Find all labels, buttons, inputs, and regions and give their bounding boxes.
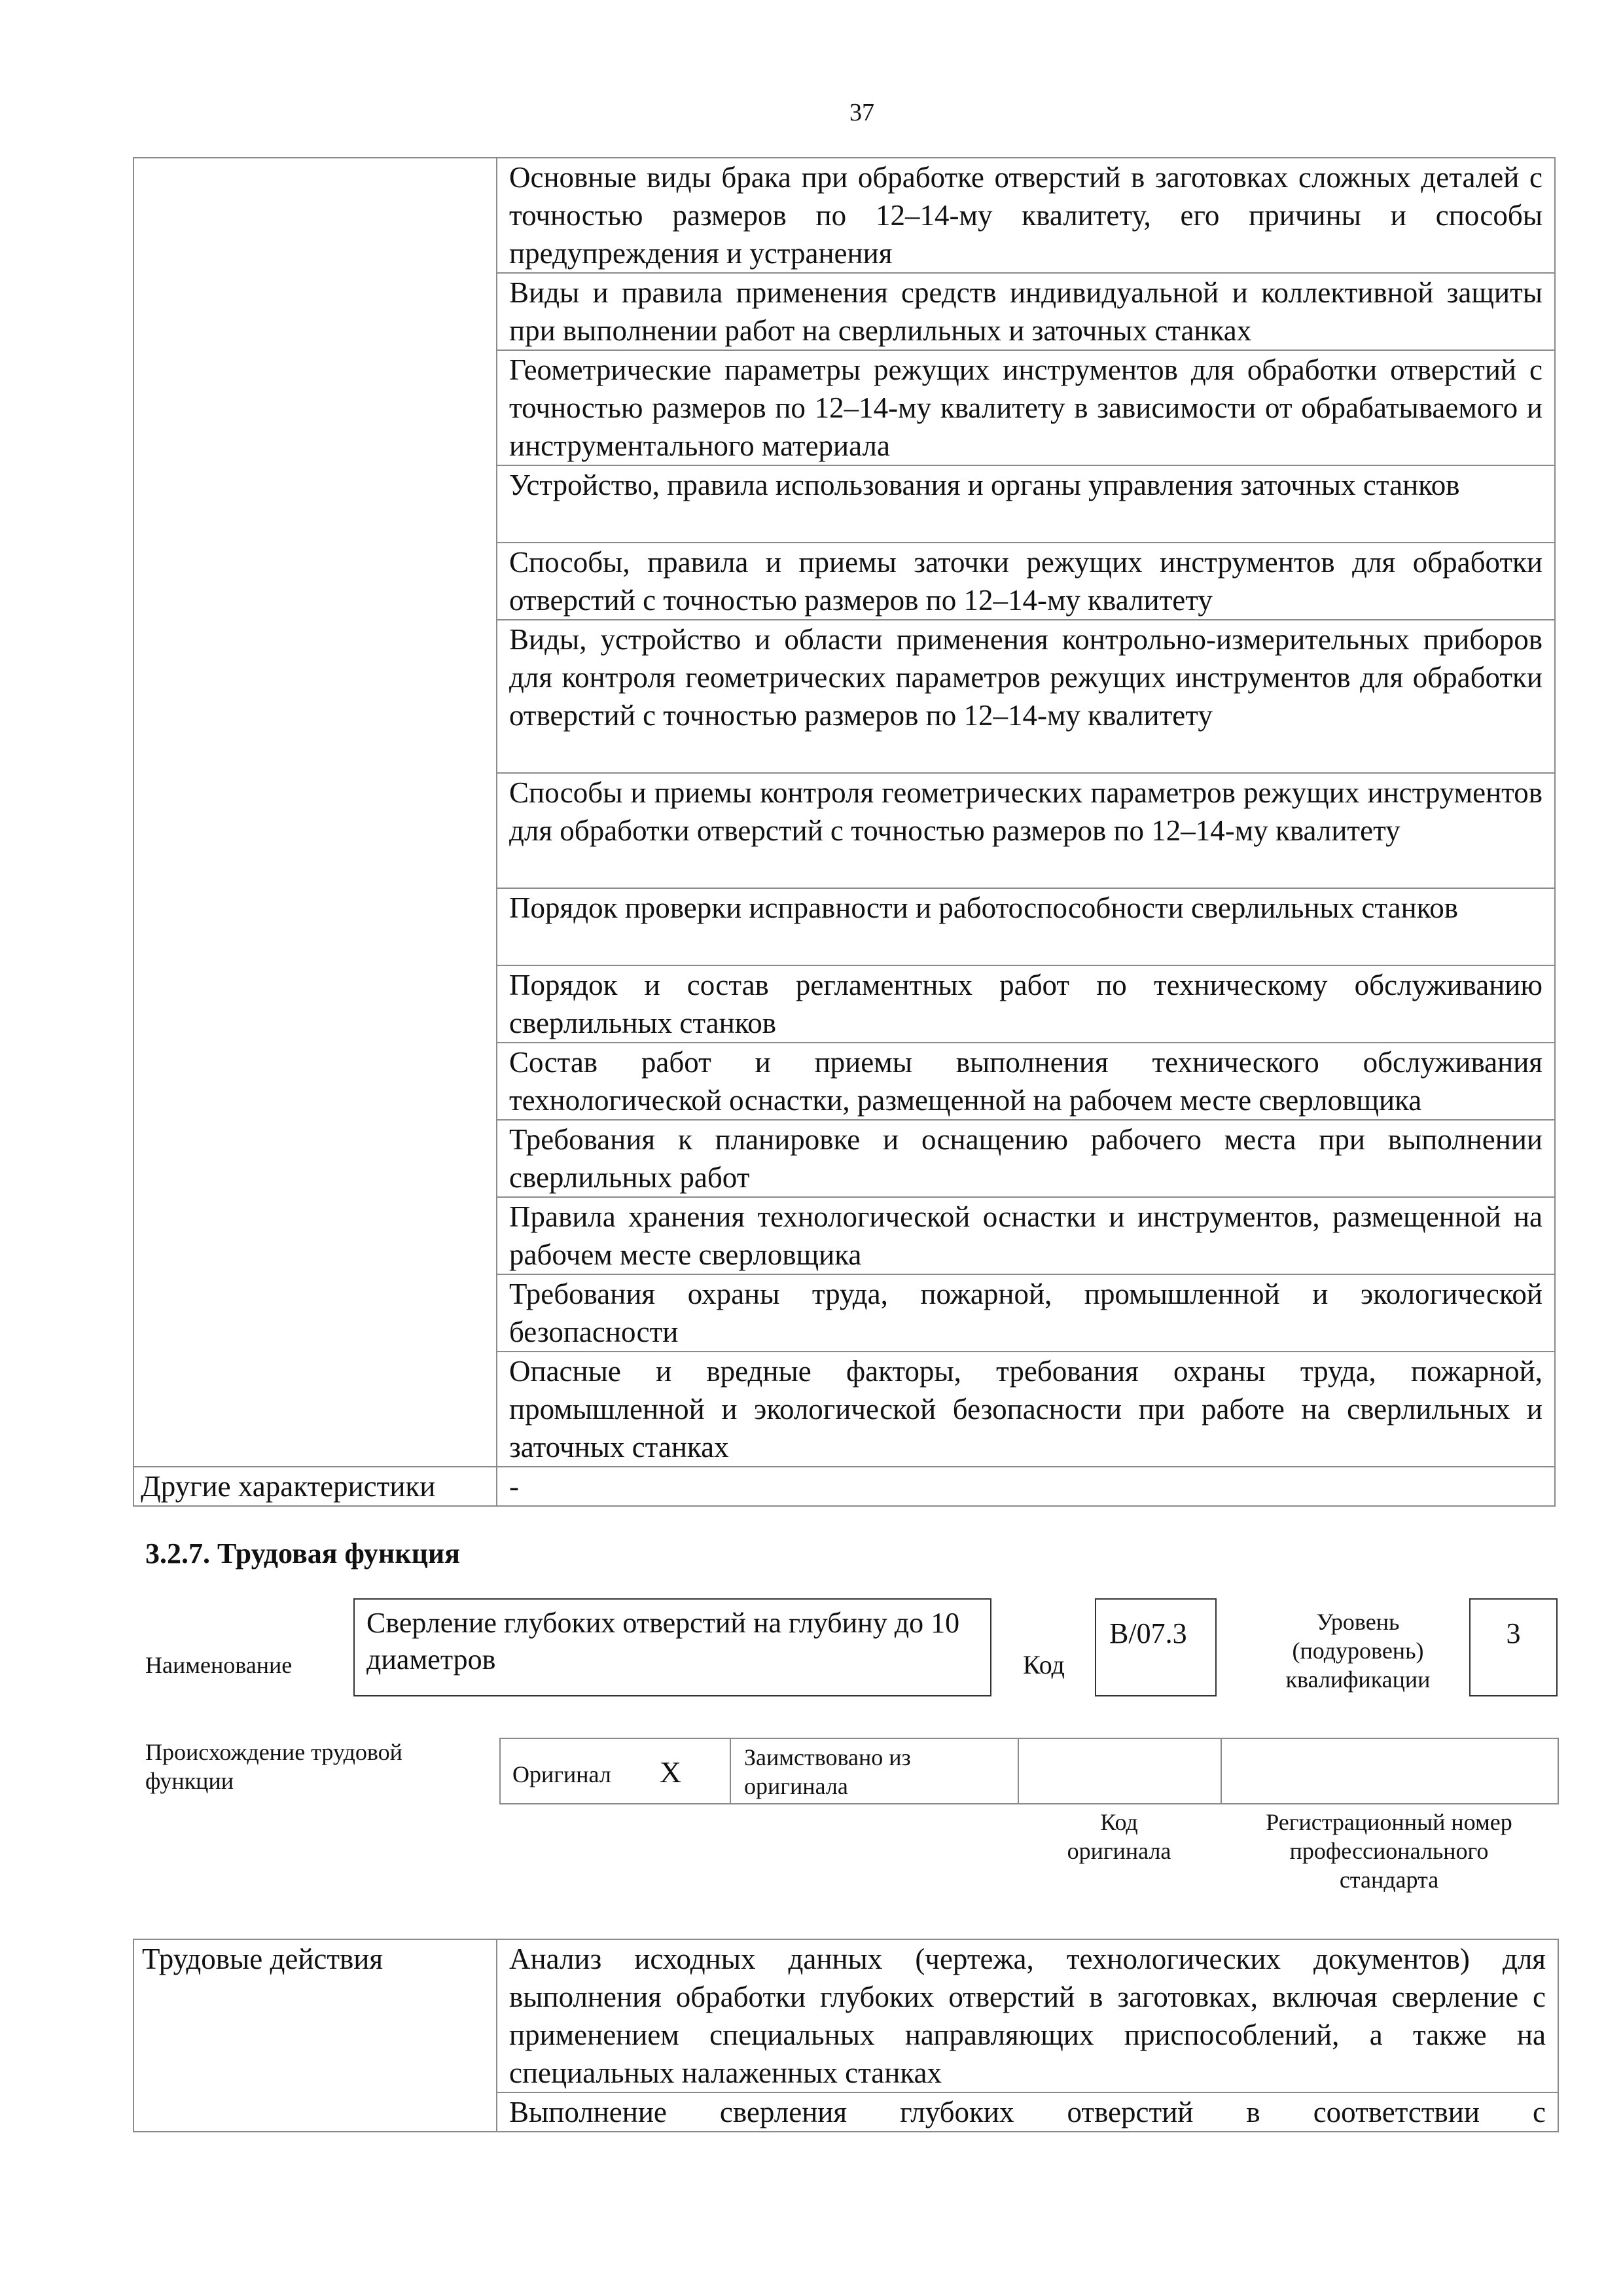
original-mark: X (659, 1755, 682, 1789)
registration-caption (1221, 1808, 1558, 1894)
origin-table (499, 1738, 1559, 1804)
origin-code-caption (1018, 1808, 1221, 1865)
table-cell: Порядок и состав регламентных работ по техническому обслуживанию сверлильных станков (497, 965, 1555, 1043)
labor-actions-label: Трудовые действия (134, 1939, 497, 2132)
borrowed-cell (730, 1738, 1018, 1804)
origin-label-line: функции (145, 1768, 234, 1794)
function-code-box: B/07.3 (1095, 1598, 1217, 1696)
table-cell: Анализ исходных данных (чертежа, технологических документов) для выполнения обработки глубоких отверстий в заготовках, включая сверление с применением специальных направляющих приспособлений, а также на специальных налаженных станках (497, 1939, 1558, 2092)
page-number: 37 (849, 99, 874, 126)
other-characteristics-label: Другие характеристики (134, 1467, 497, 1506)
level-label (1270, 1607, 1446, 1694)
table-row (134, 1467, 1555, 1506)
original-label: Оригинал (512, 1761, 611, 1787)
table-row (134, 1939, 1558, 2092)
table-cell: Способы и приемы контроля геометрических параметров режущих инструментов для обработки отверстий с точностью размеров по 12–14-му квалитету (497, 773, 1555, 888)
level-label-line: квалификации (1285, 1666, 1431, 1693)
table-cell: Состав работ и приемы выполнения технического обслуживания технологической оснастки, размещенной на рабочем месте сверловщика (497, 1043, 1555, 1120)
name-label: Наименование (145, 1652, 293, 1678)
table-cell: Требования к планировке и оснащению рабочего места при выполнении сверлильных работ (497, 1120, 1555, 1197)
caption-line: Регистрационный номер (1266, 1809, 1512, 1835)
table-cell: Требования охраны труда, пожарной, промышленной и экологической безопасности (497, 1274, 1555, 1352)
knowledge-table (133, 157, 1556, 1507)
table-row (500, 1738, 1558, 1804)
table-cell: Способы, правила и приемы заточки режущих инструментов для обработки отверстий с точностью размеров по 12–14-му квалитету (497, 543, 1555, 620)
level-value-box: 3 (1469, 1598, 1558, 1696)
table-cell: Опасные и вредные факторы, требования охраны труда, пожарной, промышленной и экологической безопасности при работе на сверлильных и заточных станках (497, 1352, 1555, 1467)
caption-line: профессионального (1289, 1838, 1489, 1864)
code-label: Код (1023, 1650, 1065, 1679)
function-name-box: Сверление глубоких отверстий на глубину до 10 диаметров (353, 1598, 991, 1696)
level-label-line: Уровень (1316, 1609, 1400, 1635)
table-row (134, 158, 1555, 273)
origin-label (145, 1738, 402, 1795)
table-cell: Порядок проверки исправности и работоспособности сверлильных станков (497, 888, 1555, 965)
caption-line: Код (1100, 1809, 1138, 1835)
table-cell: Основные виды брака при обработке отверстий в заготовках сложных деталей с точностью размеров по 12–14-му квалитету, его причины и способы предупреждения и устранения (497, 158, 1555, 273)
section-title: 3.2.7. Трудовая функция (145, 1537, 461, 1570)
registration-number-cell (1221, 1738, 1558, 1804)
caption-line: стандарта (1339, 1867, 1439, 1893)
borrowed-label-line: оригинала (744, 1773, 848, 1799)
table-cell: Устройство, правила использования и органы управления заточных станков (497, 465, 1555, 543)
table-cell: Правила хранения технологической оснастки и инструментов, размещенной на рабочем месте сверловщика (497, 1197, 1555, 1274)
labor-actions-table (133, 1939, 1559, 2132)
other-characteristics-value: - (497, 1467, 1555, 1506)
original-cell (500, 1738, 730, 1804)
level-label-line: (подуровень) (1292, 1638, 1424, 1664)
table-cell: Геометрические параметры режущих инструментов для обработки отверстий с точностью размеров по 12–14-му квалитету в зависимости от обрабатываемого и инструментального материала (497, 350, 1555, 465)
table-cell: Виды и правила применения средств индивидуальной и коллективной защиты при выполнении работ на сверлильных и заточных станках (497, 273, 1555, 350)
origin-code-cell (1018, 1738, 1221, 1804)
table-cell: Виды, устройство и области применения контрольно-измерительных приборов для контроля геометрических параметров режущих инструментов для обработки отверстий с точностью размеров по 12–14-му квалитету (497, 620, 1555, 773)
caption-line: оригинала (1067, 1838, 1171, 1864)
table-cell: Выполнение сверления глубоких отверстий в соответствии с (497, 2092, 1558, 2132)
borrowed-label-line: Заимствовано из (744, 1744, 911, 1770)
knowledge-label-cell (134, 158, 497, 1467)
origin-label-line: Происхождение трудовой (145, 1739, 402, 1765)
